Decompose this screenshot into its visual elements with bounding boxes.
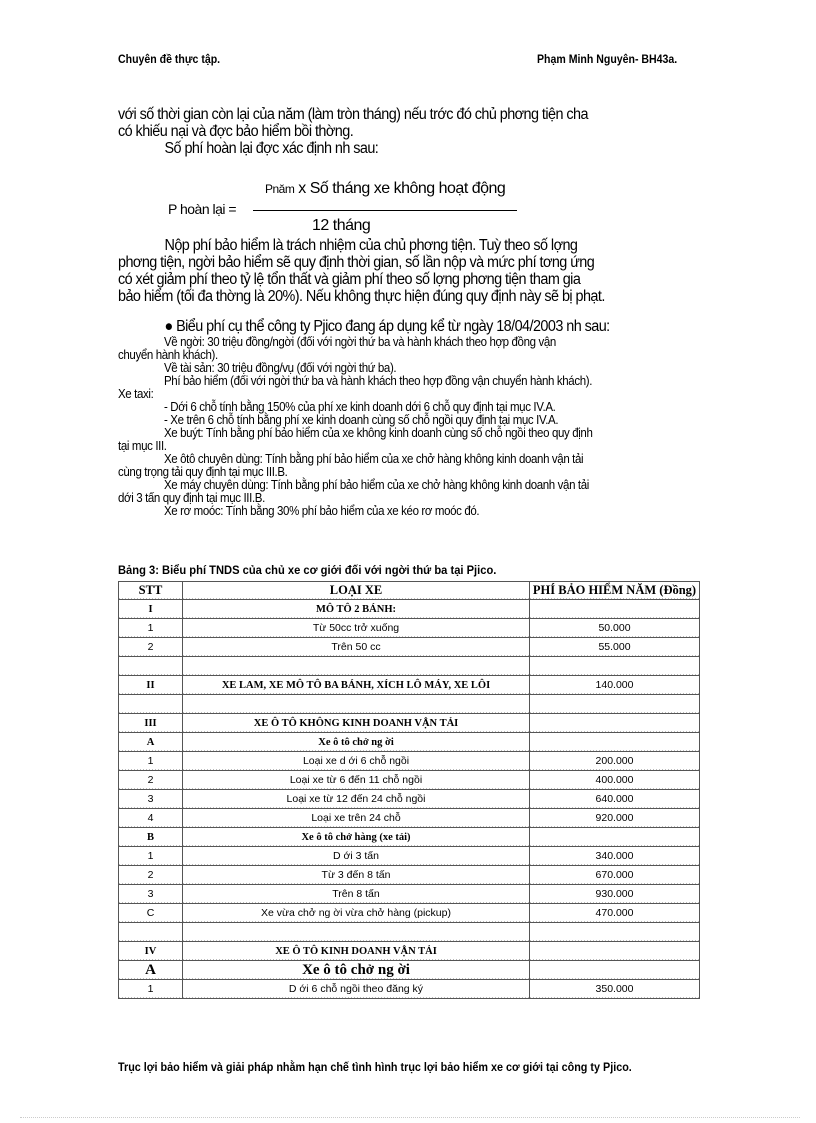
payment-line: phơng tiện, ngời bảo hiểm sẽ quy định thời gian, số lần nộp và mức phí tơng ứng [118, 254, 595, 271]
detail-line: Xe buýt: Tính bằng phí bảo hiểm của xe không kinh doanh cùng số chỗ ngồi theo quy định [164, 426, 593, 440]
detail-line: Về ngời: 30 triệu đồng/ngời (đối với ngời thứ ba và hành khách theo hợp đồng vận [164, 335, 556, 349]
row-fee: 670.000 [530, 866, 700, 885]
row-stt: 3 [119, 885, 183, 904]
header-annual-fee: PHÍ BẢO HIỂM NĂM (Đồng) [530, 582, 700, 600]
row-stt: C [119, 904, 183, 923]
payment-paragraph [118, 237, 676, 305]
table-caption: Bảng 3: Biểu phí TNDS của chủ xe cơ giới đối với ngời thứ ba tại Pjico. [118, 563, 497, 577]
table-row [119, 828, 700, 847]
row-vehicle-type: Từ 50cc trở xuống [183, 619, 530, 638]
intro-paragraph [118, 106, 676, 157]
detail-line: Xe rơ moóc: Tính bằng 30% phí bảo hiểm của xe kéo rơ moóc đó. [164, 504, 480, 518]
table-row [119, 809, 700, 828]
row-vehicle-type: Trên 8 tấn [183, 885, 530, 904]
row-stt: I [119, 600, 183, 619]
table-row [119, 866, 700, 885]
row-stt: IV [119, 942, 183, 961]
table-row [119, 714, 700, 733]
row-fee: 400.000 [530, 771, 700, 790]
row-vehicle-type [183, 923, 530, 942]
table-row [119, 657, 700, 676]
table-row [119, 695, 700, 714]
row-vehicle-type: Xe ô tô chở ng ời [183, 733, 530, 752]
table-row [119, 600, 700, 619]
header-right: Phạm Minh Nguyên- BH43a. [537, 52, 678, 66]
payment-line: bảo hiểm (tối đa thờng là 20%). Nếu không thực hiện đúng quy định này sẽ bị phạt. [118, 288, 605, 305]
table-row [119, 676, 700, 695]
row-vehicle-type: Loại xe từ 12 đến 24 chỗ ngồi [183, 790, 530, 809]
row-stt: 2 [119, 771, 183, 790]
detail-line: chuyển hành khách). [118, 348, 218, 362]
details-block [118, 336, 707, 518]
detail-line: cùng trọng tải quy định tại mục III.B. [118, 465, 288, 479]
table-row [119, 923, 700, 942]
bullet-text: Biểu phí cụ thể công ty Pjico đang áp dụng kể từ ngày 18/04/2003 nh sau: [176, 318, 610, 335]
bullet-icon: ● [164, 318, 173, 335]
detail-line: Xe taxi: [118, 387, 154, 401]
table-row [119, 790, 700, 809]
row-stt: 1 [119, 752, 183, 771]
table-row [119, 885, 700, 904]
row-fee [530, 600, 700, 619]
row-vehicle-type: D ới 3 tấn [183, 847, 530, 866]
row-fee [530, 733, 700, 752]
row-fee: 55.000 [530, 638, 700, 657]
intro-line: với số thời gian còn lại của năm (làm tròn tháng) nếu trớc đó chủ phơng tiện cha [118, 106, 588, 123]
row-fee: 140.000 [530, 676, 700, 695]
formula-denominator: 12 tháng [312, 217, 371, 234]
row-fee [530, 695, 700, 714]
formula-numerator-sub: Pnăm [265, 182, 295, 196]
row-vehicle-type: Loại xe d ới 6 chỗ ngồi [183, 752, 530, 771]
table-row [119, 942, 700, 961]
detail-line: - Xe trên 6 chỗ tính bằng phí xe kinh doanh cùng số chỗ ngồi quy định tại mục IV.A. [164, 413, 559, 427]
row-vehicle-type: Xe ô tô chở hàng (xe tải) [183, 828, 530, 847]
row-fee: 50.000 [530, 619, 700, 638]
row-fee [530, 714, 700, 733]
row-stt: A [119, 733, 183, 752]
row-vehicle-type: D ới 6 chỗ ngồi theo đăng ký [183, 980, 530, 999]
row-stt: B [119, 828, 183, 847]
formula-numerator [265, 180, 505, 198]
row-stt: 1 [119, 619, 183, 638]
row-fee: 920.000 [530, 809, 700, 828]
detail-line: - Dới 6 chỗ tính bằng 150% của phí xe kinh doanh dới 6 chỗ quy định tại mục IV.A. [164, 400, 556, 414]
row-fee [530, 657, 700, 676]
row-fee: 350.000 [530, 980, 700, 999]
row-stt: III [119, 714, 183, 733]
row-fee: 200.000 [530, 752, 700, 771]
table-row [119, 771, 700, 790]
row-stt: II [119, 676, 183, 695]
intro-line: có khiếu nại và đợc bảo hiểm bồi thờng. [118, 123, 354, 140]
header-left: Chuyên đề thực tập. [118, 52, 221, 66]
row-stt [119, 695, 183, 714]
row-stt: 2 [119, 866, 183, 885]
row-fee [530, 923, 700, 942]
row-vehicle-type: XE Ô TÔ KINH DOANH VẬN TẢI [183, 942, 530, 961]
row-vehicle-type: MÔ TÔ 2 BÁNH: [183, 600, 530, 619]
table-row [119, 619, 700, 638]
row-vehicle-type [183, 657, 530, 676]
table-row [119, 752, 700, 771]
page-footer: Trục lợi bảo hiểm và giải pháp nhằm hạn chế tình hình trục lợi bảo hiểm xe cơ giới tại công ty Pjico. [118, 1060, 632, 1074]
row-vehicle-type [183, 695, 530, 714]
row-stt: 1 [119, 980, 183, 999]
payment-line: Nộp phí bảo hiểm là trách nhiệm của chủ phơng tiện. Tuỳ theo số lợng [164, 237, 578, 254]
table-header-row [119, 582, 700, 600]
formula-numerator-text: x Số tháng xe không hoạt động [294, 180, 506, 197]
table-row [119, 904, 700, 923]
fee-table [118, 581, 700, 999]
row-vehicle-type: XE Ô TÔ KHÔNG KINH DOANH VẬN TẢI [183, 714, 530, 733]
row-vehicle-type: Xe vừa chở ng ời vừa chở hàng (pickup) [183, 904, 530, 923]
row-fee: 640.000 [530, 790, 700, 809]
detail-line: Phí bảo hiểm (đối với ngời thứ ba và hành khách theo hợp đồng vận chuyển hành khách). [164, 374, 593, 388]
row-vehicle-type: Loại xe từ 6 đến 11 chỗ ngồi [183, 771, 530, 790]
row-stt: 2 [119, 638, 183, 657]
row-vehicle-type: Trên 50 cc [183, 638, 530, 657]
detail-line: tại mục III. [118, 439, 167, 453]
row-fee: 470.000 [530, 904, 700, 923]
row-fee: 930.000 [530, 885, 700, 904]
row-fee [530, 961, 700, 980]
table-row [119, 847, 700, 866]
table-row [119, 638, 700, 657]
row-stt [119, 923, 183, 942]
row-stt [119, 657, 183, 676]
payment-line: có xét giảm phí theo tỷ lệ tổn thất và giảm phí theo số lợng phơng tiện tham gia [118, 271, 581, 288]
row-vehicle-type: Loại xe trên 24 chỗ [183, 809, 530, 828]
row-vehicle-type: Từ 3 đến 8 tấn [183, 866, 530, 885]
table-row [119, 980, 700, 999]
row-fee [530, 942, 700, 961]
row-fee [530, 828, 700, 847]
row-stt: A [119, 961, 183, 980]
refund-intro: Số phí hoàn lại đợc xác định nh sau: [164, 140, 379, 157]
formula-fraction-bar [253, 210, 517, 211]
row-fee: 340.000 [530, 847, 700, 866]
row-vehicle-type: XE LAM, XE MÔ TÔ BA BÁNH, XÍCH LÔ MÁY, XE LÔI [183, 676, 530, 695]
detail-line: Về tài sản: 30 triệu đồng/vụ (đối với ngời thứ ba). [164, 361, 397, 375]
detail-line: dới 3 tấn quy định tại mục III.B. [118, 491, 265, 505]
detail-line: Xe máy chuyên dùng: Tính bằng phí bảo hiểm của xe chở hàng không kinh doanh vận tải [164, 478, 589, 492]
detail-line: Xe ôtô chuyên dùng: Tính bằng phí bảo hiểm của xe chở hàng không kinh doanh vận tải [164, 452, 584, 466]
table-row [119, 961, 700, 980]
bottom-divider [20, 1117, 800, 1118]
row-vehicle-type: Xe ô tô chở ng ời [183, 961, 530, 980]
row-stt: 3 [119, 790, 183, 809]
bullet-line [118, 318, 723, 335]
row-stt: 4 [119, 809, 183, 828]
formula-lhs: P hoàn lại = [168, 201, 237, 217]
row-stt: 1 [119, 847, 183, 866]
header-vehicle-type: LOẠI XE [183, 582, 530, 600]
table-row [119, 733, 700, 752]
header-stt: STT [119, 582, 183, 600]
